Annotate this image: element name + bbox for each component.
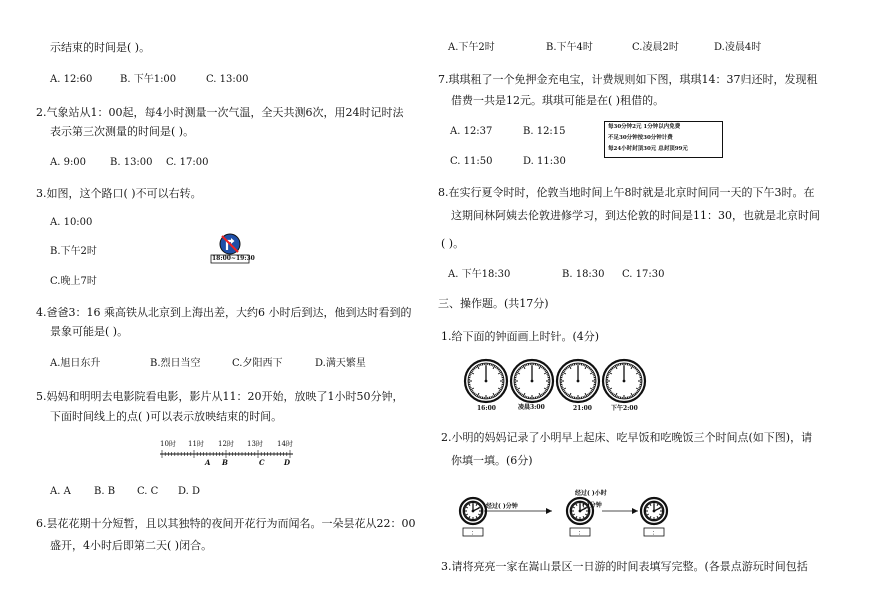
clock-tick [547,386,549,387]
clock-tick [607,386,609,387]
timeline-hour-10: 10时 [160,440,176,448]
op3-text: 3.请将亮亮一家在嵩山景区一日游的时间表填写完整。(各景点游玩时间包括 [441,560,808,573]
clock-center [472,510,475,513]
flow-clock-3 [641,498,667,524]
q8-option-c: C. 17:30 [622,269,665,280]
q8-line3: ( )。 [441,237,465,250]
q4-option-d: D.满天繁星 [315,358,366,369]
clock-tick [526,364,527,366]
timeline-point-a: A [205,458,211,467]
clock-tick [526,396,527,398]
clock-tick [639,386,641,387]
q6-option-d: D.凌晨4时 [714,42,762,53]
clock-tick [618,396,619,398]
flow-time-colon: : [652,529,655,537]
timeline-point-c: C [259,458,265,467]
q2-option-a: A. 9:00 [50,157,87,168]
clock-tick [515,386,517,387]
q8-line2: 这期间林阿姨去伦敦进修学习，到达伦敦的时间是11：30，也就是北京时间 [451,209,820,222]
clock-tick [463,513,465,514]
clock-tick [607,375,609,376]
q7-option-b: B. 12:15 [523,126,566,137]
clock-tick [577,501,578,503]
clock-tick [593,386,595,387]
q7-line2: 借费一共是12元。琪琪可能是在( )租借的。 [451,94,665,107]
clock-tick [475,519,476,521]
q1-option-c: C. 13:00 [206,74,249,85]
clock-tick [651,501,652,503]
clock-tick [491,364,492,366]
clock-tick [639,375,641,376]
q5-option-d: D. D [178,486,201,497]
clock-tick [501,386,503,387]
clock-tick [582,519,583,521]
flow-label-minutes: 经过( )分钟 [486,503,518,510]
q2-line2: 表示第三次测量的时间是( )。 [50,125,195,138]
timeline-point-b: B [222,458,228,467]
time-flow-diagram [455,490,670,540]
q4-line1: 4.爸爸3：16 乘高铁从北京到上海出差，大约6 小时后到达，他到达时看到的 [36,306,412,319]
clock-tick [547,375,549,376]
q8-option-b: B. 18:30 [562,269,605,280]
clock-tick [583,396,584,398]
q3-option-b: B.下午2时 [50,246,97,257]
q6-option-c: C.凌晨2时 [632,42,679,53]
q4-option-c: C.夕阳西下 [232,358,283,369]
q5-line2: 下面时间线上的点( )可以表示放映结束的时间。 [50,410,283,423]
q5-option-a: A. A [50,486,71,497]
q7-option-d: D. 11:30 [523,156,566,167]
clock-tick [644,513,646,514]
billing-rule-1: 每30分钟2元 1分钟以内免费 [608,124,681,130]
clock-center [579,510,582,513]
clock-tick [618,364,619,366]
clock-center [531,380,534,383]
clock-2 [511,360,553,402]
clock-row [464,357,654,405]
timeline-hour-11: 11时 [188,440,204,448]
clock-tick [561,375,563,376]
timeline-point-d: D [284,458,291,467]
clock-label-2: 凌晨3:00 [518,404,545,411]
clock-tick [561,386,563,387]
billing-rule-2: 不足30分钟按30分钟计费 [608,135,673,141]
clock-tick [481,508,483,509]
clock-tick [629,364,630,366]
q4-option-b: B.烈日当空 [150,358,201,369]
clock-label-3: 21:00 [573,405,592,412]
clock-tick [662,508,664,509]
flow-clock-1 [460,498,486,524]
timeline-hour-14: 14时 [277,440,293,448]
clock-tick [572,364,573,366]
op1-text: 1.给下面的钟面画上时针。(4分) [441,330,600,343]
clock-center [577,380,580,383]
q1-continuation: 示结束的时间是( )。 [50,41,151,54]
clock-1 [465,360,507,402]
clock-tick [629,396,630,398]
q3-option-c: C.晚上7时 [50,276,97,287]
clock-tick [470,501,471,503]
q7-option-a: A. 12:37 [450,126,493,137]
q8-line1: 8.在实行夏令时时，伦敦当地时间上午8时就是北京时间同一天的下午3时。在 [438,186,815,199]
q1-option-b: B. 下午1:00 [120,74,177,85]
clock-tick [537,364,538,366]
billing-rules-box [604,121,723,158]
q2-line1: 2.气象站从1：00起，每4小时测量一次气温，全天共测6次，用24时记时法 [36,106,404,119]
clock-tick [491,396,492,398]
section-3-heading: 三、操作题。(共17分) [438,297,549,310]
flow-time-colon: : [578,529,581,537]
clock-center [623,380,626,383]
clock-tick [572,396,573,398]
clock-tick [583,364,584,366]
q7-line1: 7.琪琪租了一个免押金充电宝，计费规则如下图，琪琪14：37归还时，发现租 [438,73,818,86]
op2-line1: 2.小明的妈妈记录了小明早上起床、吃早饭和吃晚饭三个时间点(如下图)，请 [441,431,813,444]
clock-tick [501,375,503,376]
q2-option-b: B. 13:00 [110,157,153,168]
q5-option-b: B. B [94,486,116,497]
q6-line2: 盛开，4小时后即第二天( )闭合。 [50,539,213,552]
q6-line1: 6.昙花花期十分短暂，且以其独特的夜间开花行为而闻名。一朵昙花从22：00 [36,517,416,530]
clock-center [485,380,488,383]
no-right-turn-sign-icon [210,232,250,268]
q8-option-a: A. 下午18:30 [448,269,511,280]
q6-option-a: A.下午2时 [448,42,495,53]
clock-tick [469,375,471,376]
clock-tick [570,513,572,514]
q6-option-b: B.下午4时 [546,42,593,53]
flow-time-colon: : [471,529,474,537]
q3-option-a: A. 10:00 [50,217,93,228]
timeline-hour-12: 12时 [218,440,234,448]
clock-tick [469,386,471,387]
q5-option-c: C. C [137,486,159,497]
clock-tick [515,375,517,376]
clock-tick [480,396,481,398]
sign-time-label: 18:00~19:30 [212,255,255,262]
clock-4 [603,360,645,402]
op2-line2: 你填一填。(6分) [451,454,533,467]
q2-option-c: C. 17:00 [166,157,209,168]
timeline-hour-13: 13时 [247,440,263,448]
billing-rule-3: 每24小时封顶30元 总封顶99元 [608,146,688,152]
clock-tick [537,396,538,398]
clock-tick [480,364,481,366]
clock-tick [656,519,657,521]
clock-3 [557,360,599,402]
flow-label-hours-minutes: ( )分钟 [582,502,602,509]
clock-label-1: 16:00 [477,405,496,412]
flow-label-hours: 经过( )小时 [575,490,607,497]
q4-line2: 景象可能是( )。 [50,325,129,338]
q4-option-a: A.旭日东升 [50,358,101,369]
q7-option-c: C. 11:50 [450,156,493,167]
clock-center [653,510,656,513]
clock-label-4: 下午2:00 [611,405,638,412]
clock-tick [593,375,595,376]
q5-line1: 5.妈妈和明明去电影院看电影，影片从11：20开始，放映了1小时50分钟， [36,390,404,403]
q3-text: 3.如图，这个路口( )不可以右转。 [36,187,202,200]
q1-option-a: A. 12:60 [50,74,93,85]
